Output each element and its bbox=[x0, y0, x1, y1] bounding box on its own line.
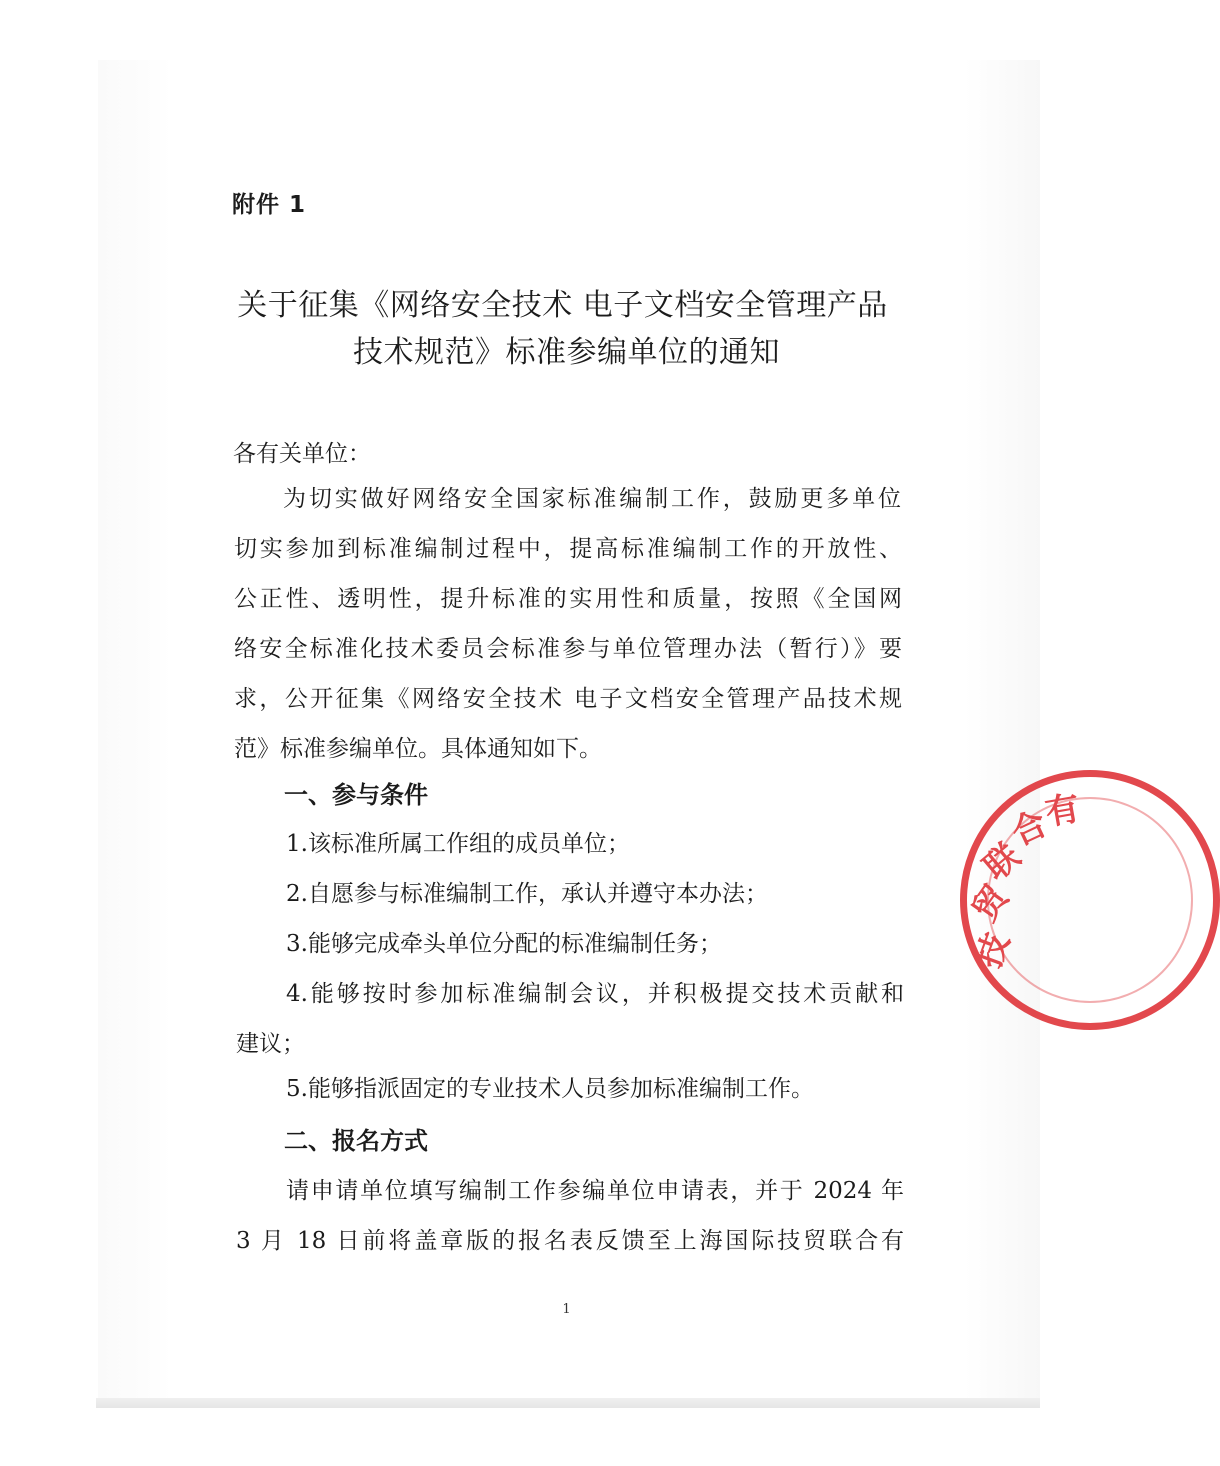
condition-item-2: 2.自愿参与标准编制工作，承认并遵守本办法； bbox=[286, 881, 768, 907]
condition-item-5: 5.能够指派固定的专业技术人员参加标准编制工作。 bbox=[286, 1076, 814, 1102]
condition-item-1: 1.该标准所属工作组的成员单位； bbox=[286, 831, 630, 857]
salutation: 各有关单位： bbox=[233, 441, 371, 467]
section-heading-conditions: 一、参与条件 bbox=[284, 781, 428, 809]
intro-line-4: 络安全标准化技术委员会标准参与单位管理办法（暂行）》要 bbox=[234, 636, 902, 662]
attachment-label: 附件 1 bbox=[232, 192, 307, 218]
section-heading-registration: 二、报名方式 bbox=[284, 1127, 428, 1155]
notice-title-line-1: 关于征集《网络安全技术 电子文档安全管理产品 bbox=[237, 288, 888, 323]
condition-item-4: 4.能够按时参加标准编制会议，并积极提交技术贡献和 bbox=[286, 981, 904, 1007]
intro-line-2: 切实参加到标准编制过程中，提高标准编制工作的开放性、 bbox=[234, 536, 902, 562]
intro-line-5: 求，公开征集《网络安全技术 电子文档安全管理产品技术规 bbox=[234, 686, 902, 712]
condition-item-3: 3.能够完成牵头单位分配的标准编制任务； bbox=[286, 931, 722, 957]
condition-item-4-continued: 建议； bbox=[236, 1031, 305, 1057]
registration-line-1: 请申请单位填写编制工作参编单位申请表，并于 2024 年 bbox=[286, 1178, 904, 1204]
company-seal-stamp: 技 贸 联 合 有 bbox=[960, 770, 1220, 1030]
page-number: 1 bbox=[562, 1302, 571, 1317]
intro-line-3: 公正性、透明性，提升标准的实用性和质量，按照《全国网 bbox=[234, 586, 902, 612]
intro-line-1: 为切实做好网络安全国家标准编制工作，鼓励更多单位 bbox=[283, 486, 901, 512]
registration-line-2: 3 月 18 日前将盖章版的报名表反馈至上海国际技贸联合有 bbox=[236, 1228, 904, 1254]
notice-title-line-2: 技术规范》标准参编单位的通知 bbox=[353, 335, 780, 370]
intro-line-6: 范》标准参编单位。具体通知如下。 bbox=[234, 736, 602, 762]
